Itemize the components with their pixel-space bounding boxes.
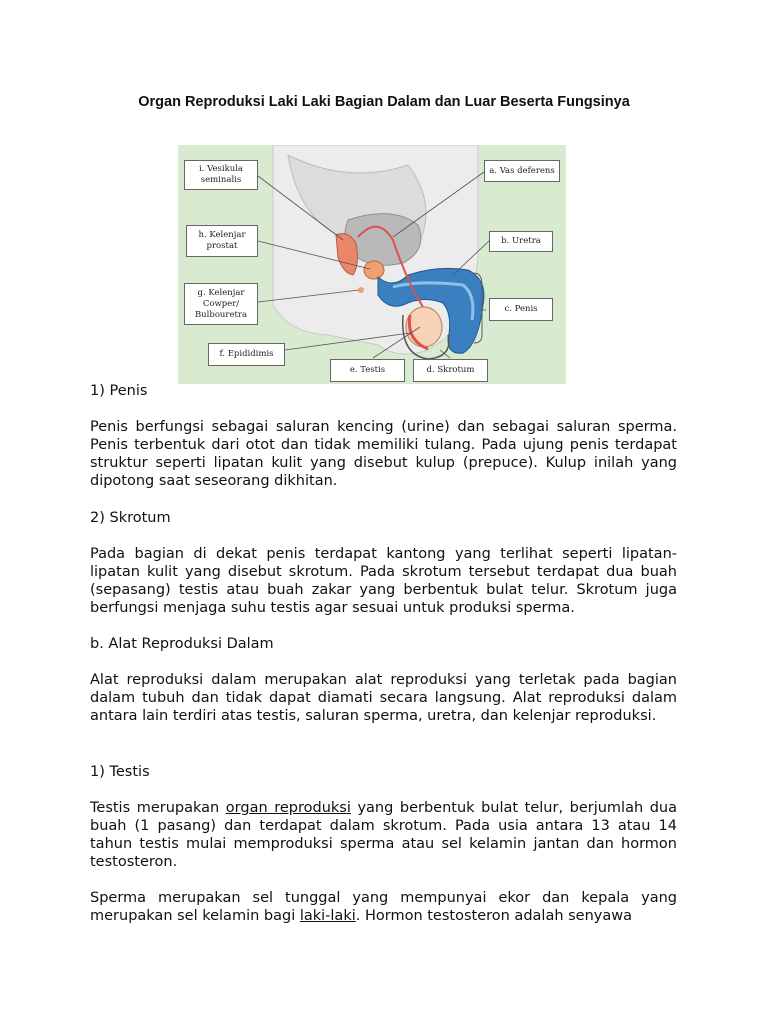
- heading-alat-reproduksi-dalam: b. Alat Reproduksi Dalam: [90, 636, 274, 652]
- paragraph-penis: Penis berfungsi sebagai saluran kencing (urine) dan sebagai saluran sperma. Penis terbentuk dari otot dan tidak memiliki tulang. Pada ujung penis terdapat struktur seperti lipatan kulit yang disebut kulup (prepuce). Kulup inilah yang dipotong saat seseorang dikhitan.: [90, 419, 677, 489]
- heading-skrotum: 2) Skrotum: [90, 510, 171, 526]
- paragraph-alat-reproduksi-dalam: Alat reproduksi dalam merupakan alat reproduksi yang terletak pada bagian dalam tubuh dan tidak dapat diamati secara langsung. Alat reproduksi dalam antara lain terdiri atas testis, saluran sperma, uretra, dan kelenjar reproduksi.: [90, 672, 677, 724]
- label-testis: e. Testis: [330, 359, 405, 382]
- paragraph-testis-text-b: yang berbentuk bulat telur, berjumlah dua buah (1 pasang) dan terdapat dalam skrotum. Pada usia antara 13 atau 14 tahun testis mulai memproduksi sperma atau sel kelamin jantan dan hormon testosteron.: [90, 800, 678, 870]
- paragraph-skrotum: Pada bagian di dekat penis terdapat kantong yang terlihat seperti lipatan-lipatan kulit yang disebut skrotum. Pada skrotum tersebut terdapat dua buah (sepasang) testis atau buah zakar yang berbentuk bulat telur. Skrotum juga berfungsi menjaga suhu testis agar sesuai untuk produksi sperma.: [90, 546, 677, 616]
- label-kelenjar-cowper: g. Kelenjar Cowper/ Bulbouretra: [184, 283, 258, 325]
- paragraph-sperma-text-a: Sperma merupakan sel tunggal yang mempunyai ekor dan kepala yang merupakan sel kelamin bagi: [90, 890, 677, 924]
- label-uretra: b. Uretra: [489, 231, 553, 252]
- page-title: Organ Reproduksi Laki Laki Bagian Dalam dan Luar Beserta Fungsinya: [138, 94, 630, 110]
- anatomy-figure: [178, 145, 566, 384]
- paragraph-testis: [90, 799, 677, 871]
- link-laki-laki[interactable]: laki-laki: [299, 908, 356, 924]
- label-epididimis: f. Epididimis: [208, 343, 285, 366]
- label-skrotum: d. Skrotum: [413, 359, 488, 382]
- label-kelenjar-prostat: h. Kelenjar prostat: [186, 225, 258, 257]
- heading-penis: 1) Penis: [90, 383, 148, 399]
- label-vas-deferens: a. Vas deferens: [484, 160, 560, 182]
- heading-testis: 1) Testis: [90, 764, 150, 780]
- label-vesikula-seminalis: i. Vesikula seminalis: [184, 160, 258, 190]
- paragraph-sperma-text-b: . Hormon testosteron adalah senyawa: [355, 908, 633, 924]
- paragraph-sperma: [90, 889, 677, 925]
- paragraph-testis-text-a: Testis merupakan: [90, 800, 226, 816]
- label-penis: c. Penis: [489, 298, 553, 321]
- link-organ-reproduksi[interactable]: organ reproduksi: [225, 800, 351, 816]
